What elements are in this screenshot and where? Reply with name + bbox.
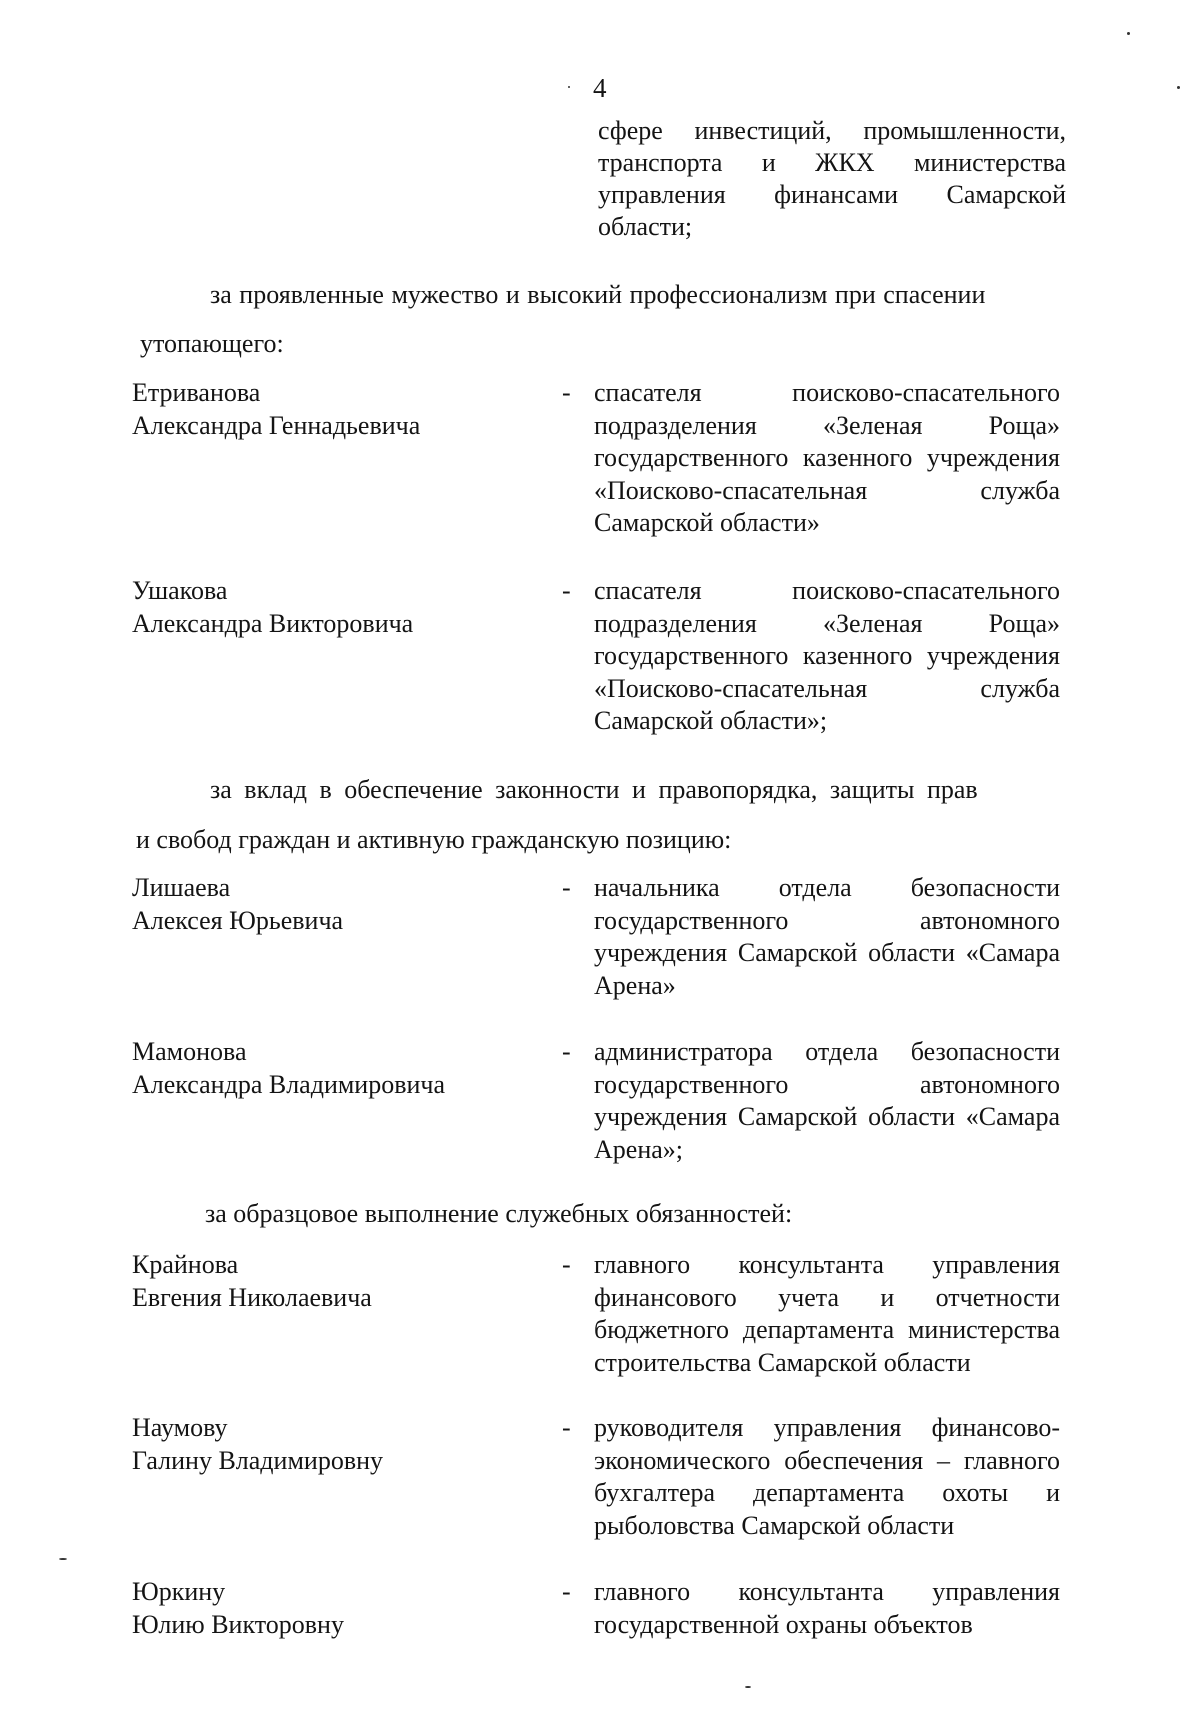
person-name	[132, 377, 552, 442]
person-surname: Етриванова	[132, 378, 261, 407]
scan-speck	[745, 1686, 751, 1688]
entry-dash: -	[562, 1250, 571, 1279]
person-given-names: Александра Владимировича	[132, 1069, 446, 1099]
person-surname: Мамонова	[132, 1037, 247, 1066]
person-given-names: Галину Владимировну	[132, 1445, 384, 1475]
page-number: 4	[593, 73, 607, 103]
entry-dash: -	[562, 576, 571, 605]
person-name	[132, 575, 552, 640]
entry-dash: -	[562, 1413, 571, 1442]
entry-dash: -	[562, 1577, 571, 1606]
person-position: администратора отдела безопасности государственного автономного учреждения Самарской области «Самара Арена»;	[594, 1037, 1060, 1164]
section-heading-line1: за образцовое выполнение служебных обязанностей:	[205, 1199, 793, 1228]
person-given-names: Юлию Викторовну	[132, 1609, 344, 1639]
person-given-names: Александра Викторовича	[132, 608, 414, 638]
person-given-names: Александра Геннадьевича	[132, 410, 421, 440]
entry-dash: -	[562, 873, 571, 902]
section-heading-line2: утопающего:	[140, 329, 284, 358]
entry-dash: -	[562, 378, 571, 407]
person-given-names: Евгения Николаевича	[132, 1282, 372, 1312]
person-surname: Ушакова	[132, 576, 228, 605]
scan-speck	[1127, 32, 1130, 35]
person-name	[132, 872, 552, 937]
person-position: спасателя поисково-спасательного подразделения «Зеленая Роща» государственного казенного учреждения «Поисково-спасательная служба Самарской области»;	[594, 576, 1060, 735]
section-heading-line1: за вклад в обеспечение законности и правопорядка, защиты прав	[210, 775, 978, 804]
person-name	[132, 1249, 552, 1314]
person-surname: Юркину	[132, 1577, 226, 1606]
person-name	[132, 1036, 552, 1101]
person-given-names: Алексея Юрьевича	[132, 905, 344, 935]
scan-speck	[59, 1558, 67, 1560]
scan-speck	[568, 86, 570, 88]
person-position: начальника отдела безопасности государственного автономного учреждения Самарской области «Самара Арена»	[594, 873, 1060, 1000]
scan-speck	[1177, 86, 1180, 89]
person-surname: Лишаева	[132, 873, 231, 902]
person-name	[132, 1412, 552, 1477]
entry-dash: -	[562, 1037, 571, 1066]
person-surname: Наумову	[132, 1413, 228, 1442]
person-position: руководителя управления финансово-экономического обеспечения – главного бухгалтера департамента охоты и рыболовства Самарской области	[594, 1413, 1060, 1540]
person-name	[132, 1576, 552, 1641]
section-heading-line1: за проявленные мужество и высокий профессионализм при спасении	[210, 280, 986, 309]
section-heading-line2: и свобод граждан и активную гражданскую позицию:	[136, 825, 732, 854]
person-position: главного консультанта управления финансового учета и отчетности бюджетного департамента министерства строительства Самарской области	[594, 1250, 1060, 1377]
person-position: главного консультанта управления государственной охраны объектов	[594, 1577, 1060, 1639]
continued-description: сфере инвестиций, промышленности, транспорта и ЖКХ министерства управления финансами Самарской области;	[598, 116, 1066, 241]
person-surname: Крайнова	[132, 1250, 239, 1279]
person-position: спасателя поисково-спасательного подразделения «Зеленая Роща» государственного казенного учреждения «Поисково-спасательная служба Самарской области»	[594, 378, 1060, 537]
